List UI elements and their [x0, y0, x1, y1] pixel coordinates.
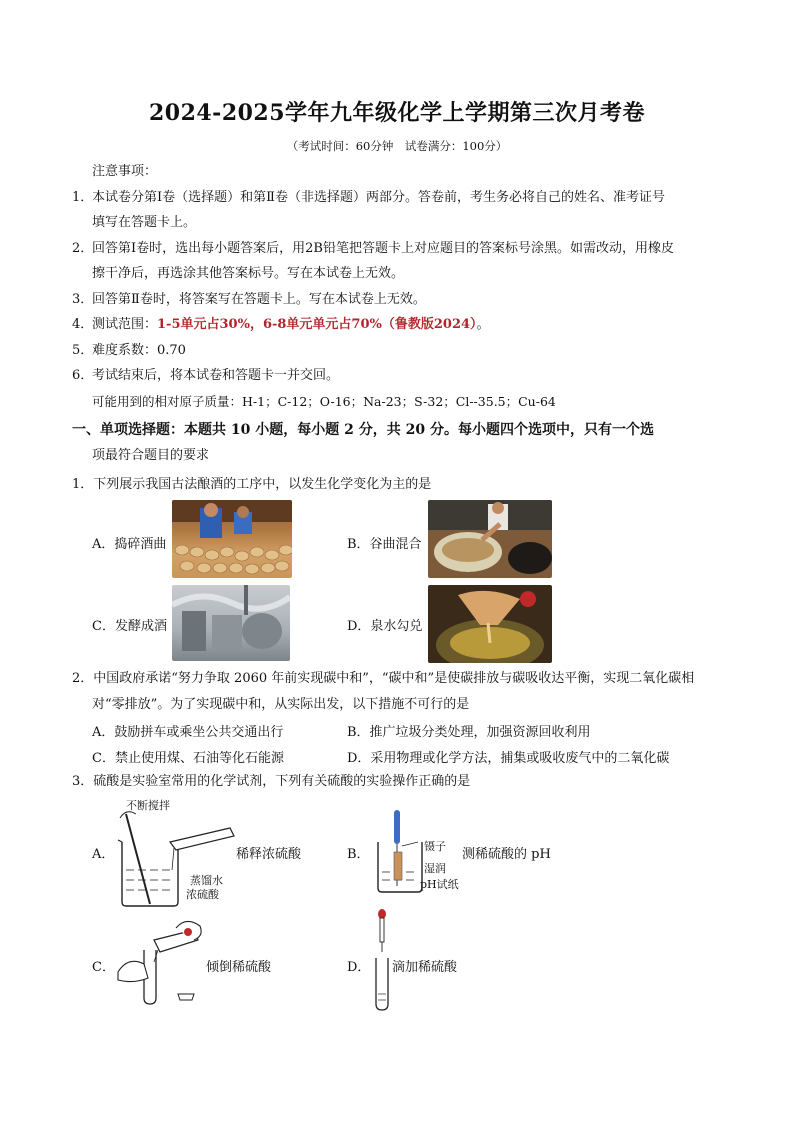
note-2: 2．回答第Ⅰ卷时，选出每小题答案后，用2B铅笔把答题卡上对应题目的答案标号涂黑。如需改动，用橡皮	[72, 241, 674, 256]
q3-option-c[interactable]: C．	[92, 960, 115, 975]
q3-a-diagram	[112, 808, 242, 908]
note-1-cont: 填写在答题卡上。	[92, 215, 197, 230]
q3-a-acid-label: 浓硫酸	[186, 888, 219, 901]
q1-stem: 1．下列展示我国古法酿酒的工序中，以发生化学变化为主的是	[72, 477, 432, 492]
q2-option-b[interactable]: B．推广垃圾分类处理，加强资源回收利用	[347, 725, 591, 740]
q3-option-d[interactable]: D．	[347, 960, 371, 975]
q2-stem-line1: 2．中国政府承诺“努力争取 2060 年前实现碳中和”，“碳中和”是使碳排放与碳吸收达平衡，实现二氧化碳相	[72, 671, 695, 686]
q1-option-d[interactable]: D．泉水勾兑	[347, 619, 423, 634]
q2-option-d[interactable]: D．采用物理或化学方法，捕集或吸收废气中的二氧化碳	[347, 751, 670, 766]
q1-option-c[interactable]: C．发酵成酒	[92, 619, 167, 634]
q3-c-diagram	[114, 918, 210, 1008]
q2-stem-line2: 对“零排放”。为了实现碳中和，从实际出发，以下措施不可行的是	[92, 697, 470, 712]
atomic-masses: 可能用到的相对原子质量：H-1；C-12；O-16；Na-23；S-32；Cl--35.5；Cu-64	[92, 394, 556, 409]
note-1: 1．本试卷分第Ⅰ卷（选择题）和第Ⅱ卷（非选择题）两部分。答卷前，考生务必将自己的姓名、准考证号	[72, 190, 665, 205]
exam-info: （考试时间：60分钟 试卷满分：100分）	[286, 139, 508, 153]
note-3: 3．回答第Ⅱ卷时，将答案写在答题卡上。写在本试卷上无效。	[72, 292, 426, 307]
q2-option-c[interactable]: C．禁止使用煤、石油等化石能源	[92, 751, 284, 766]
q3-d-label: 滴加稀硫酸	[392, 960, 458, 975]
q1-option-a[interactable]: A．捣碎酒曲	[92, 537, 167, 552]
q3-a-water-label: 蒸馏水	[190, 874, 223, 887]
q3-a-stir-label: 不断搅拌	[126, 799, 170, 812]
q1-d-photo	[428, 585, 552, 663]
q3-option-b[interactable]: B．	[347, 847, 370, 862]
q3-a-label: 稀释浓硫酸	[236, 847, 302, 862]
q3-b-tweezer-label: 镊子	[424, 840, 446, 853]
page-title: 2024-2025学年九年级化学上学期第三次月考卷	[148, 100, 646, 126]
q3-d-diagram	[370, 908, 394, 1012]
test-scope: 1-5单元占30%，6-8单元单元占70%（鲁教版2024）	[157, 317, 477, 332]
section-1-heading-cont: 项最符合题目的要求	[92, 448, 210, 463]
note-4: 4．测试范围：1-5单元占30%，6-8单元单元占70%（鲁教版2024）。	[72, 317, 490, 332]
q2-option-a[interactable]: A．鼓励拼车或乘坐公共交通出行	[92, 725, 284, 740]
q3-c-label: 倾倒稀硫酸	[206, 960, 272, 975]
notes-heading: 注意事项：	[92, 164, 158, 179]
note-2-cont: 擦干净后，再选涂其他答案标号。写在本试卷上无效。	[92, 266, 405, 281]
q1-b-photo	[428, 500, 552, 578]
q3-b-wet-label: 湿润	[424, 862, 446, 875]
note-6: 6．考试结束后，将本试卷和答题卡一并交回。	[72, 368, 340, 383]
q3-b-label: 测稀硫酸的 pH	[462, 847, 551, 862]
q1-c-photo	[172, 585, 290, 661]
note-5: 5．难度系数：0.70	[72, 343, 186, 358]
q3-option-a[interactable]: A．	[92, 847, 115, 862]
section-1-heading: 一、单项选择题：本题共 10 小题，每小题 2 分，共 20 分。每小题四个选项中，只有一个选	[72, 422, 654, 438]
q3-b-paper-label: pH试纸	[420, 878, 459, 891]
q3-stem: 3．硫酸是实验室常用的化学试剂，下列有关硫酸的实验操作正确的是	[72, 774, 471, 789]
q1-option-b[interactable]: B．谷曲混合	[347, 537, 422, 552]
q1-a-photo	[172, 500, 292, 578]
